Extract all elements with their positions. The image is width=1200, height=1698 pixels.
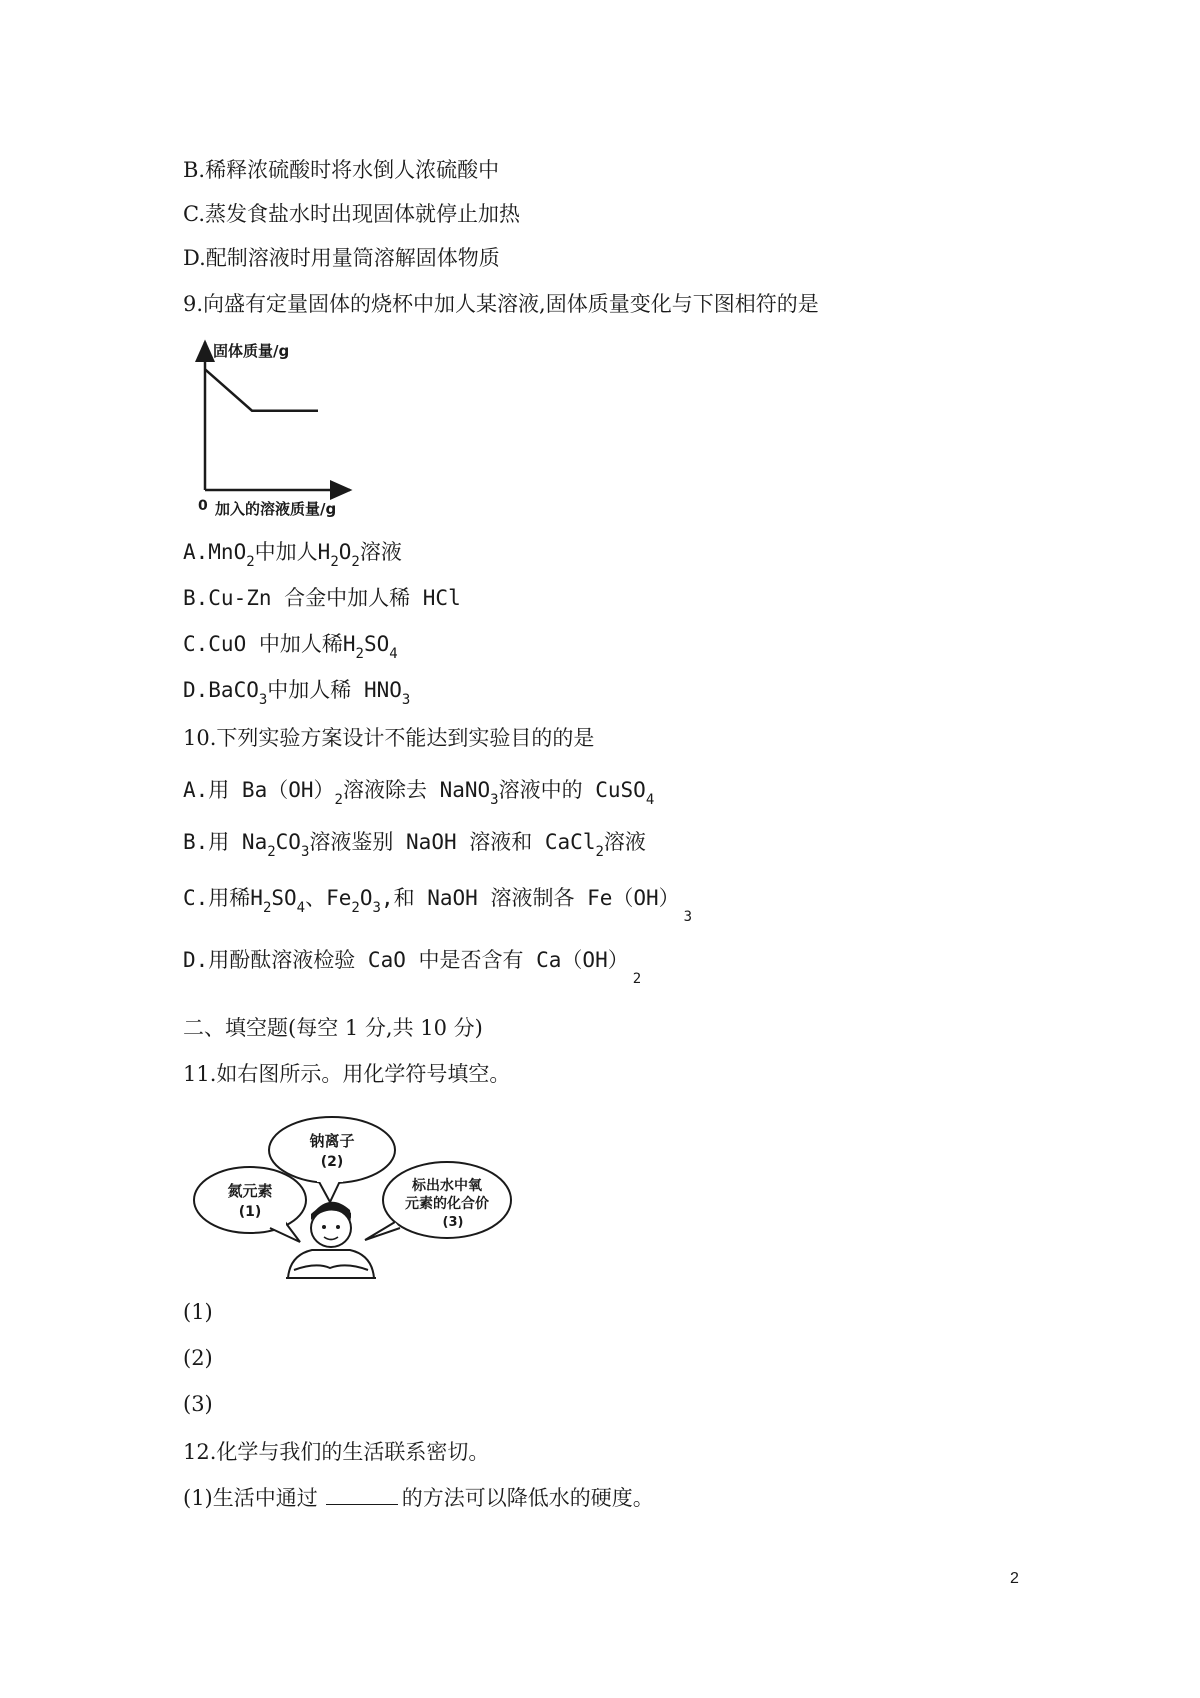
q8-option-b: B.稀释浓硫酸时将水倒人浓硫酸中 [183,158,500,182]
q9-stem: 9.向盛有定量固体的烧杯中加人某溶液,固体质量变化与下图相符的是 [183,292,819,316]
page-number: 2 [1010,1570,1019,1587]
q10-option-a: A.用 $Ba(OH)_2$溶液除去 NaNO$_3$溶液中的 CuSO$_4$ [183,778,655,808]
section-heading: 二、填空题(每空 1 分,共 10 分) [183,1016,483,1040]
q9-option-d: D.BaCO$_3$中加人稀 $HNO_3$ [183,678,411,708]
solid-mass-line [205,369,318,410]
q11-answer-2: (2) [183,1346,213,1370]
q10-option-c: C.用稀$H_2SO_4$、$Fe_2O_3$,和 NaOH 溶液制各 $Fe(OH)_3$ [183,886,693,925]
q11-illustration [190,1110,520,1280]
q10-option-b: B.用 $Na_2CO_3$溶液鉴别 NaOH 溶液和 CaCl$_2$溶液 [183,830,646,860]
q10-option-d: D.用酚酞溶液检验 CaO 中是否含有 $Ca(OH)_2$ [183,948,642,987]
speech-bubble-right [365,1162,511,1240]
q8-option-d: D.配制溶液时用量筒溶解固体物质 [183,246,500,270]
q12-sub-1: (1)生活中通过 的方法可以降低水的硬度。 [183,1486,654,1510]
bubble-right-line3: (3) [442,1215,464,1230]
speech-bubble-left [194,1167,306,1242]
origin-label: 0 [198,498,208,514]
bubble-right-line1: 标出水中氧 [412,1178,482,1194]
bubble-left-line1: 氮元素 [227,1182,273,1200]
q10-stem: 10.下列实验方案设计不能达到实验目的的是 [183,726,595,750]
q9-option-c: C.CuO 中加人稀$H_2SO_4$ [183,632,398,662]
q9-option-b: B.Cu-Zn 合金中加人稀 HCl [183,586,461,610]
bubble-top-line2: (2) [320,1154,344,1170]
bubble-top-line1: 钠离子 [309,1132,355,1150]
x-axis-label: 加入的溶液质量/g [215,500,337,518]
q8-option-c: C.蒸发食盐水时出现固体就停止加热 [183,202,520,226]
q9-option-a: A.MnO$_2$中加人$H_2O_2$溶液 [183,540,402,570]
q11-stem: 11.如右图所示。用化学符号填空。 [183,1062,511,1086]
y-axis-label: 固体质量/g [213,342,290,360]
bubble-left-line2: (1) [238,1204,262,1220]
answer-blank [326,1484,398,1505]
q9-line-chart [180,338,380,523]
q11-answer-1: (1) [183,1300,213,1324]
q11-answer-3: (3) [183,1392,213,1416]
bubble-right-line2: 元素的化合价 [405,1196,489,1212]
q12-stem: 12.化学与我们的生活联系密切。 [183,1440,490,1464]
